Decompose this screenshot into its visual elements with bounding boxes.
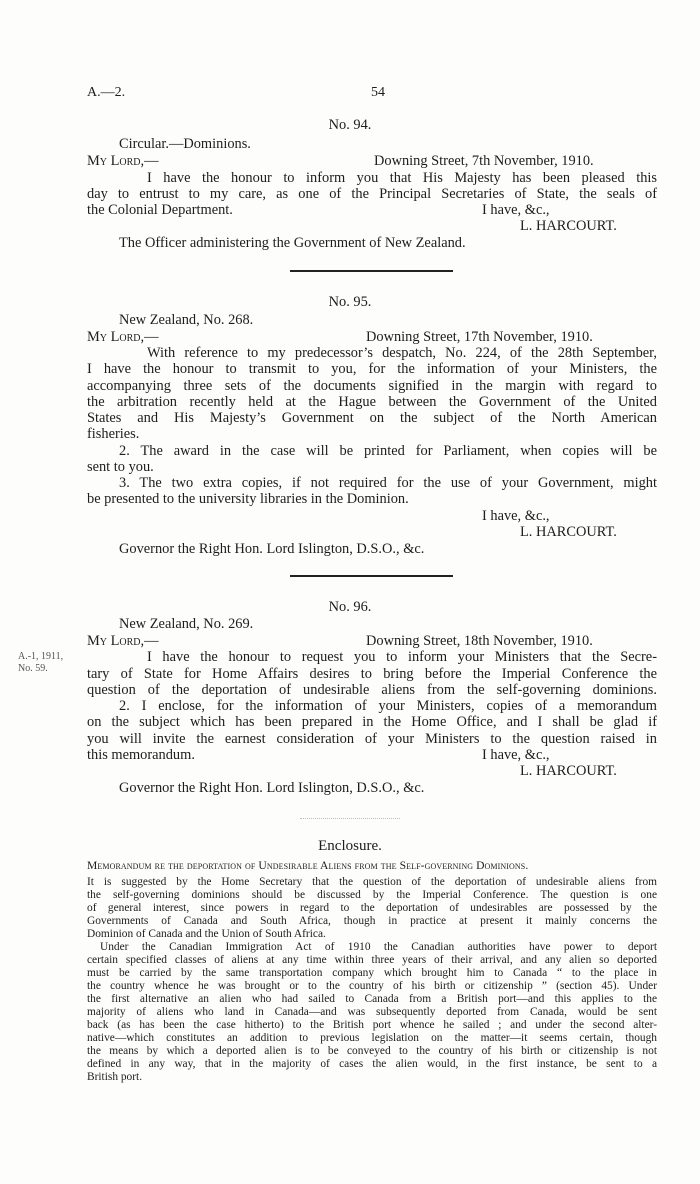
closing: I have, &c., bbox=[482, 747, 550, 763]
memo-line: British port. bbox=[87, 1071, 143, 1083]
signature: L. HARCOURT. bbox=[520, 524, 617, 540]
letter-number: No. 95. bbox=[328, 294, 372, 310]
memo-line: back (as has been the case hitherto) to the British port whence he sailed ; and under the second alter- bbox=[87, 1019, 657, 1031]
body-line: With reference to my predecessor’s despatch, No. 224, of the 28th September, bbox=[147, 345, 657, 361]
memo-line: must be carried by the same transportation company which brought him to Canada “ to the place in bbox=[87, 967, 657, 979]
addressee: The Officer administering the Government of New Zealand. bbox=[119, 235, 466, 251]
signature: L. HARCOURT. bbox=[520, 763, 617, 779]
document-reference: A.—2. bbox=[87, 85, 126, 100]
body-line: the Colonial Department. bbox=[87, 202, 233, 218]
address-date: Downing Street, 7th November, 1910. bbox=[374, 153, 594, 169]
letter-number: No. 94. bbox=[328, 117, 372, 133]
body-line: 2. I enclose, for the information of your Ministers, copies of a memorandum bbox=[119, 698, 657, 714]
memo-line: defined in any way, that in the majority of cases the alien would, in the first instance, be sent to a bbox=[87, 1058, 657, 1070]
address-date: Downing Street, 18th November, 1910. bbox=[366, 633, 593, 649]
memo-line: Governments of Canada and South Africa, though in practice at present it mainly concerns the bbox=[87, 915, 657, 927]
memo-line: the self-governing dominions should be discussed by the Imperial Conference. The question is one bbox=[87, 889, 657, 901]
section-divider bbox=[290, 575, 453, 577]
memo-line: majority of aliens who land in Canada—and was subsequently deported from Canada, would be sent bbox=[87, 1006, 657, 1018]
body-line: I have the honour to request you to inform your Ministers that the Secre- bbox=[147, 649, 657, 665]
body-line: you will invite the earnest consideration of your Ministers to the question raised in bbox=[87, 731, 657, 747]
body-line: I have the honour to inform you that His Majesty has been pleased this bbox=[147, 170, 657, 186]
body-line: be presented to the university libraries in the Dominion. bbox=[87, 491, 409, 507]
body-line: I have the honour to transmit to you, for the information of your Ministers, the bbox=[87, 361, 657, 377]
salutation: My Lord,— bbox=[87, 633, 159, 649]
enclosure-title: Enclosure. bbox=[318, 838, 382, 854]
body-line: on the subject which has been prepared in the Home Office, and I shall be glad if bbox=[87, 714, 657, 730]
body-line: this memorandum. bbox=[87, 747, 195, 763]
closing: I have, &c., bbox=[482, 508, 550, 524]
dotted-divider bbox=[300, 818, 400, 819]
memo-line: the means by which a deported alien is to be conveyed to the country of his birth or citizenship is not bbox=[87, 1045, 657, 1057]
body-line: 2. The award in the case will be printed for Parliament, when copies will be bbox=[119, 443, 657, 459]
address-date: Downing Street, 17th November, 1910. bbox=[366, 329, 593, 345]
body-line: tary of State for Home Affairs desires to bring before the Imperial Conference the bbox=[87, 666, 657, 682]
memo-line: of general interest, since powers in regard to the deportation of undesirables are possessed by the bbox=[87, 902, 657, 914]
section-divider bbox=[290, 270, 453, 272]
memo-line: native—which constitutes an addition to previous legislation on the matter—it seems certain, though bbox=[87, 1032, 657, 1044]
memo-line: Dominion of Canada and the Union of South Africa. bbox=[87, 928, 326, 940]
page-number: 54 bbox=[371, 85, 385, 100]
circular-reference: Circular.—Dominions. bbox=[119, 136, 251, 152]
body-line: day to entrust to my care, as one of the Principal Secretaries of State, the seals of bbox=[87, 186, 657, 202]
despatch-reference: New Zealand, No. 268. bbox=[119, 312, 254, 328]
addressee: Governor the Right Hon. Lord Islington, D.S.O., &c. bbox=[119, 541, 425, 557]
letter-number: No. 96. bbox=[328, 599, 372, 615]
despatch-reference: New Zealand, No. 269. bbox=[119, 616, 254, 632]
margin-note: No. 59. bbox=[18, 663, 48, 674]
signature: L. HARCOURT. bbox=[520, 218, 617, 234]
memorandum-heading: Memorandum re the deportation of Undesirable Aliens from the Self-governing Dominions. bbox=[87, 859, 529, 872]
addressee: Governor the Right Hon. Lord Islington, D.S.O., &c. bbox=[119, 780, 425, 796]
margin-note: A.-1, 1911, bbox=[18, 651, 64, 662]
memo-line: Under the Canadian Immigration Act of 1910 the Canadian authorities have power to deport bbox=[100, 941, 657, 953]
body-line: sent to you. bbox=[87, 459, 154, 475]
body-line: States and His Majesty’s Government on the subject of the North American bbox=[87, 410, 657, 426]
salutation: My Lord,— bbox=[87, 153, 159, 169]
closing: I have, &c., bbox=[482, 202, 550, 218]
memo-line: the country whence he was brought or to the country of his birth or citizenship ” (section 45). Under bbox=[87, 980, 657, 992]
body-line: fisheries. bbox=[87, 426, 140, 442]
memo-line: the first alternative an alien who had sailed to Canada from a British port—and this applies to the bbox=[87, 993, 657, 1005]
body-line: 3. The two extra copies, if not required for the use of your Government, might bbox=[119, 475, 657, 491]
salutation: My Lord,— bbox=[87, 329, 159, 345]
memo-line: certain specified classes of aliens at any time within three years of their arrival, and any alien so deported bbox=[87, 954, 657, 966]
memo-line: It is suggested by the Home Secretary that the question of the deportation of undesirable aliens from bbox=[87, 876, 657, 888]
body-line: the arbitration recently held at the Hague between the Government of the United bbox=[87, 394, 657, 410]
body-line: accompanying three sets of the documents signified in the margin with regard to bbox=[87, 378, 657, 394]
body-line: question of the deportation of undesirable aliens from the self-governing dominions. bbox=[87, 682, 657, 698]
